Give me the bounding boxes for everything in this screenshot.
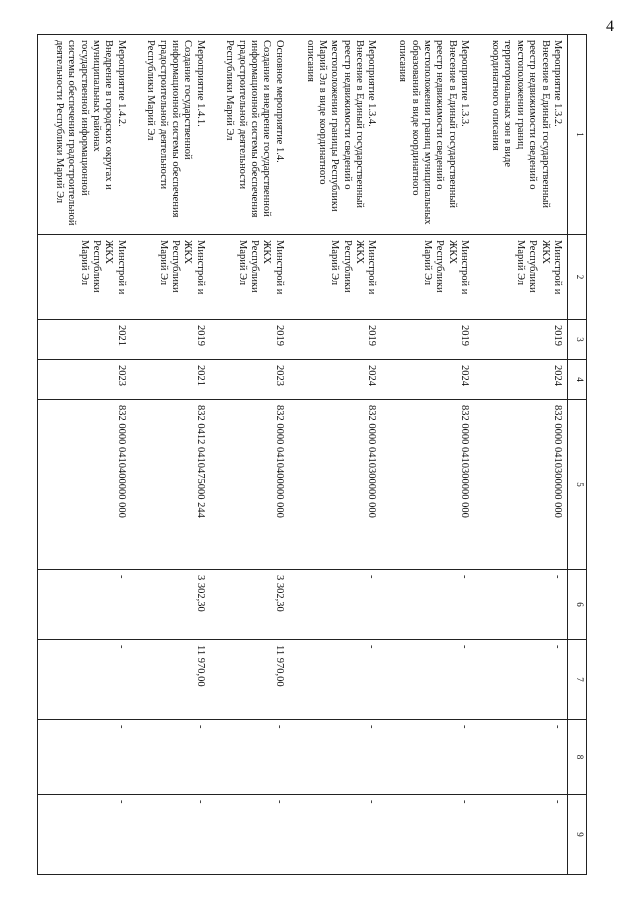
- activity-name-cell: [381, 35, 474, 235]
- activity-description: Внедрение в городских округах и муниципальных районах государственной информационной системы обеспечения градостроительной деятельности Республики Марий Эл: [53, 40, 115, 226]
- executor-cell: Минстрой и ЖКХ Республики Марий Эл: [38, 235, 131, 320]
- amount-col6-cell: -: [474, 570, 567, 640]
- end-year-cell: 2023: [210, 360, 289, 400]
- amount-col6-cell: -: [381, 570, 474, 640]
- amount-col8-cell: -: [474, 720, 567, 795]
- activity-name-cell: [131, 35, 210, 235]
- column-header: 5: [568, 400, 587, 570]
- activity-title: Мероприятие 1.4.2.: [115, 40, 127, 127]
- table-row: [381, 35, 474, 875]
- activity-description: Создание и внедрение государственной информационной системы обеспечения градостроительной деятельности Республики Марий Эл: [224, 40, 273, 218]
- executor-cell: Минстрой и ЖКХ Республики Марий Эл: [210, 235, 289, 320]
- activity-description: Внесение в Единый государственный реестр недвижимости сведений о местоположении границ территориальных зон в виде координатного описания: [490, 40, 551, 209]
- amount-col6-cell: 3 302,30: [210, 570, 289, 640]
- activity-description: Внесение в Единый государственный реестр недвижимости сведений о местоположении границ муниципальных образований в виде координатного описания: [397, 40, 458, 225]
- column-header: 7: [568, 640, 587, 720]
- end-year-cell: 2024: [381, 360, 474, 400]
- activity-name-cell: [210, 35, 289, 235]
- amount-col8-cell: -: [131, 720, 210, 795]
- amount-col8-cell: -: [210, 720, 289, 795]
- start-year-cell: 2019: [381, 320, 474, 360]
- end-year-cell: 2024: [474, 360, 567, 400]
- amount-col6-cell: 3 302,30: [131, 570, 210, 640]
- activity-description: Создание государственной информационной системы обеспечения градостроительной деятельности Республики Марий Эл: [145, 40, 194, 218]
- amount-col8-cell: -: [381, 720, 474, 795]
- budget-code-cell: 832 0000 0410400000 000: [38, 400, 131, 570]
- budget-code-cell: 832 0000 0410400000 000: [210, 400, 289, 570]
- amount-col7-cell: -: [38, 640, 131, 720]
- activity-name-cell: [474, 35, 567, 235]
- start-year-cell: 2019: [131, 320, 210, 360]
- executor-cell: Минстрой и ЖКХ Республики Марий Эл: [381, 235, 474, 320]
- amount-col7-cell: -: [474, 640, 567, 720]
- activity-description: Внесение в Единый государственный реестр недвижимости сведений о местоположении границы Республики Марий Эл в виде координатного описания: [304, 40, 366, 212]
- executor-cell: Минстрой и ЖКХ Республики Марий Эл: [289, 235, 382, 320]
- budget-code-cell: 832 0000 0410300000 000: [474, 400, 567, 570]
- amount-col8-cell: -: [38, 720, 131, 795]
- amount-col7-cell: 11 970,00: [131, 640, 210, 720]
- amount-col9-cell: -: [38, 795, 131, 875]
- table-row: [210, 35, 289, 875]
- column-header: 6: [568, 570, 587, 640]
- page-number: 4: [606, 18, 614, 35]
- amount-col9-cell: -: [131, 795, 210, 875]
- header-row: [568, 35, 587, 875]
- start-year-cell: 2019: [474, 320, 567, 360]
- amount-col7-cell: -: [289, 640, 382, 720]
- amount-col9-cell: -: [474, 795, 567, 875]
- start-year-cell: 2019: [210, 320, 289, 360]
- table-row: [131, 35, 210, 875]
- amount-col6-cell: -: [38, 570, 131, 640]
- amount-col7-cell: 11 970,00: [210, 640, 289, 720]
- table-row: [38, 35, 131, 875]
- budget-code-cell: 832 0000 0410300000 000: [381, 400, 474, 570]
- column-header: 1: [568, 35, 587, 235]
- activity-name-cell: [38, 35, 131, 235]
- amount-col6-cell: -: [289, 570, 382, 640]
- amount-col9-cell: -: [289, 795, 382, 875]
- budget-code-cell: 832 0000 0410300000 000: [289, 400, 382, 570]
- start-year-cell: 2019: [289, 320, 382, 360]
- table-row: [289, 35, 382, 875]
- executor-cell: Минстрой и ЖКХ Республики Марий Эл: [474, 235, 567, 320]
- table-row: [474, 35, 567, 875]
- budget-code-cell: 832 0412 0410475000 244: [131, 400, 210, 570]
- end-year-cell: 2023: [38, 360, 131, 400]
- activity-title: Мероприятие 1.3.2.: [552, 40, 563, 127]
- column-header: 8: [568, 720, 587, 795]
- amount-col9-cell: -: [381, 795, 474, 875]
- executor-cell: Минстрой и ЖКХ Республики Марий Эл: [131, 235, 210, 320]
- activity-title: Основное мероприятие 1.4.: [273, 40, 285, 163]
- activity-title: Мероприятие 1.3.4.: [366, 40, 378, 127]
- column-header: 2: [568, 235, 587, 320]
- program-table: [37, 34, 587, 875]
- amount-col7-cell: -: [381, 640, 474, 720]
- activity-title: Мероприятие 1.3.3.: [459, 40, 471, 127]
- start-year-cell: 2021: [38, 320, 131, 360]
- amount-col8-cell: -: [289, 720, 382, 795]
- activity-name-cell: [289, 35, 382, 235]
- end-year-cell: 2024: [289, 360, 382, 400]
- activity-title: Мероприятие 1.4.1.: [194, 40, 206, 127]
- amount-col9-cell: -: [210, 795, 289, 875]
- column-header: 4: [568, 360, 587, 400]
- column-header: 9: [568, 795, 587, 875]
- column-header: 3: [568, 320, 587, 360]
- end-year-cell: 2021: [131, 360, 210, 400]
